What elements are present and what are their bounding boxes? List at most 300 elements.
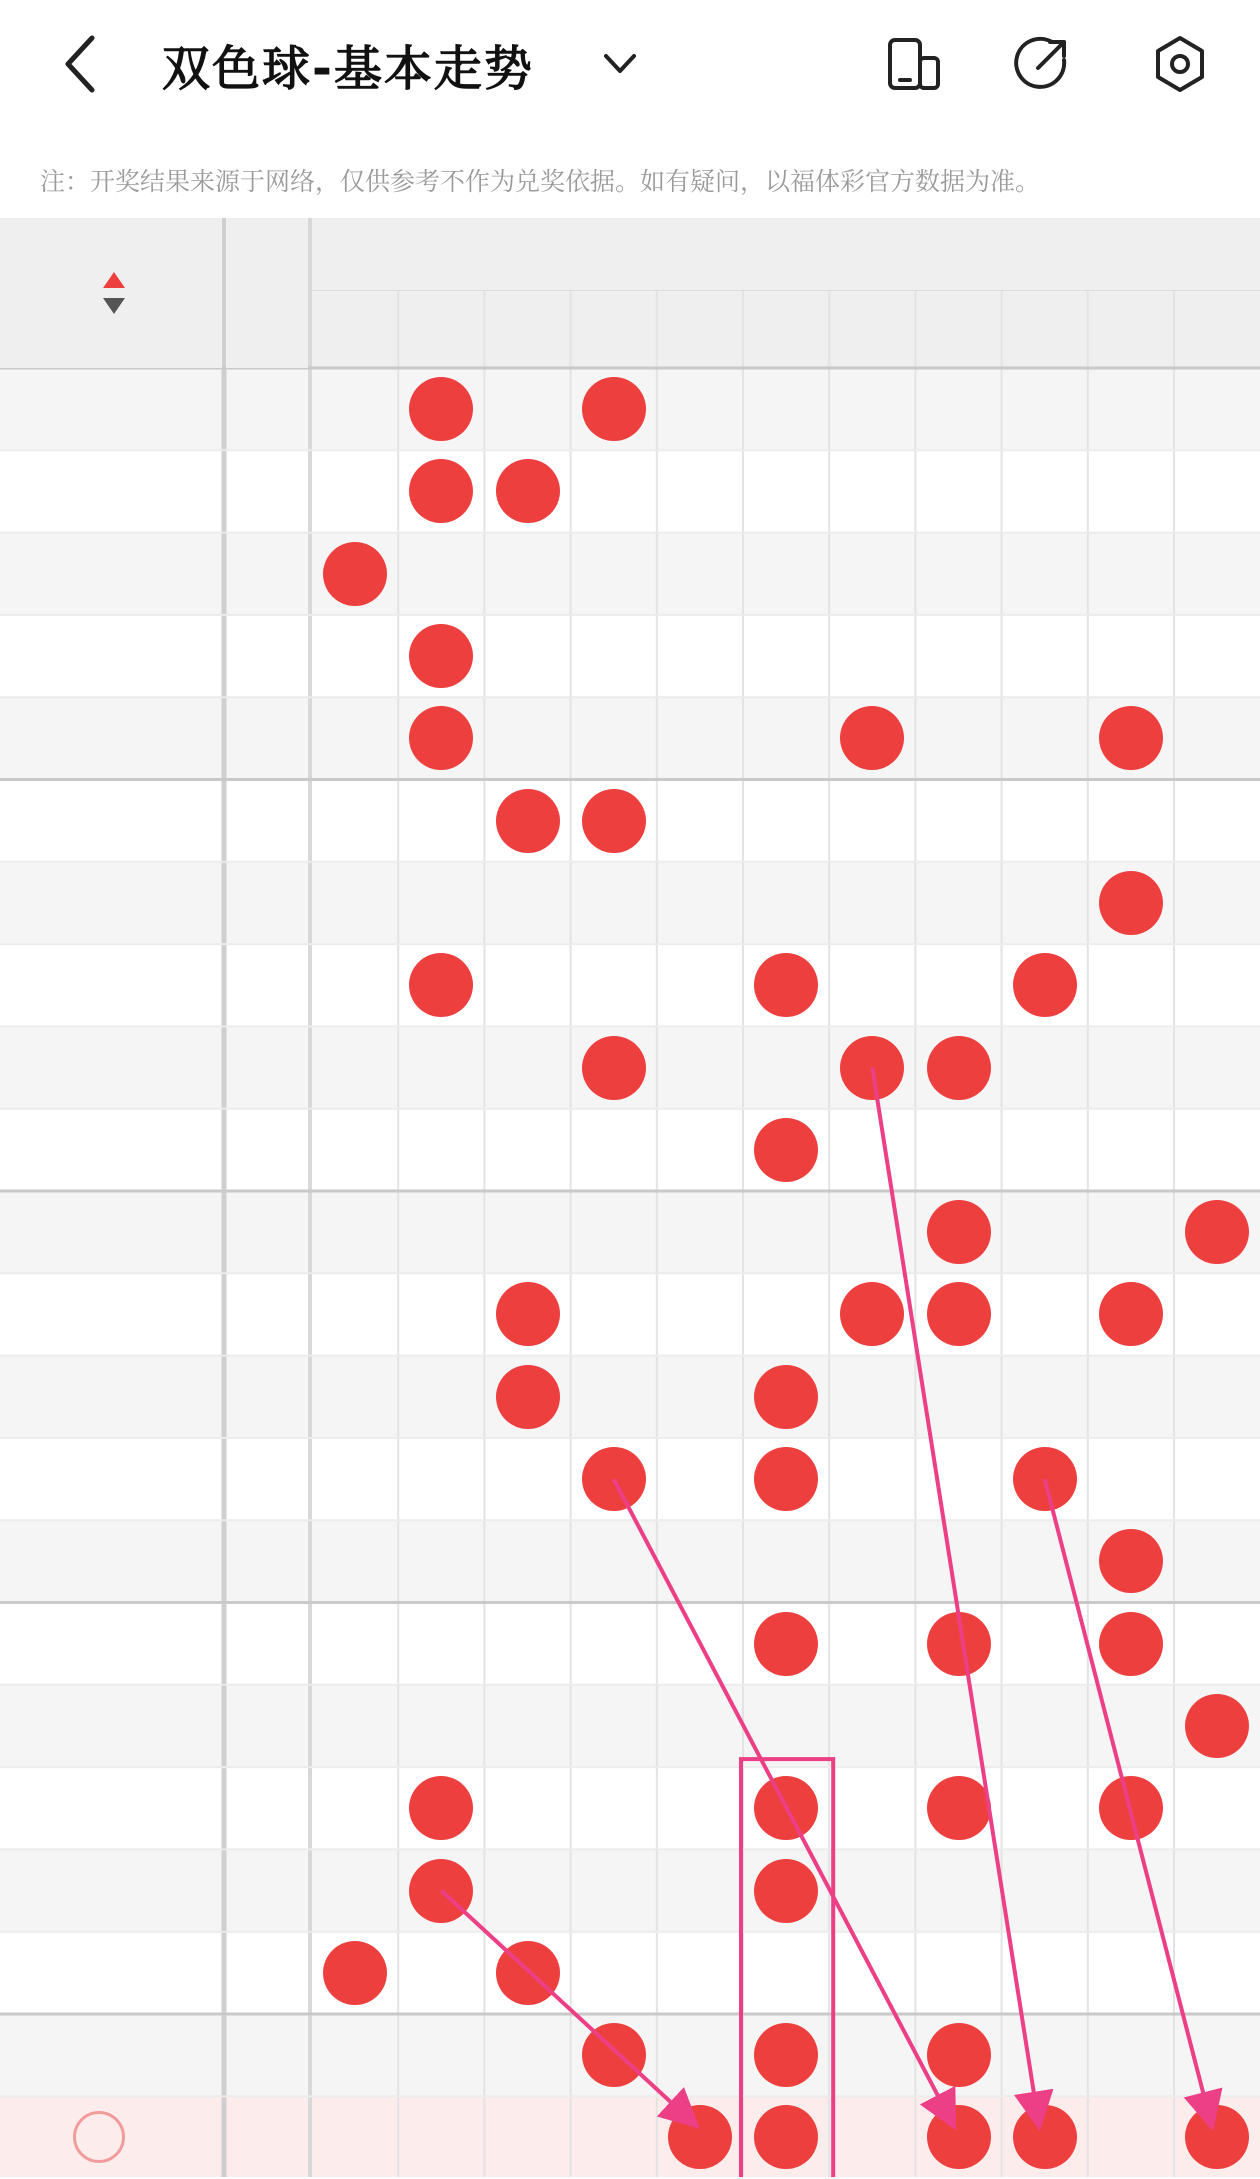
omission-count [657, 1026, 743, 1108]
omission-count [484, 1520, 570, 1602]
omission-count [571, 450, 657, 532]
omission-count [484, 862, 570, 944]
omission-count [312, 368, 398, 450]
period-cell [0, 615, 222, 697]
winning-number-ball [754, 2023, 818, 2087]
omission-count [829, 450, 915, 532]
omission-count [743, 697, 829, 779]
omission-count [743, 1026, 829, 1108]
column-header-number[interactable] [743, 290, 829, 368]
omission-count [398, 1603, 484, 1685]
omission-count [484, 1438, 570, 1520]
week-cell [226, 944, 308, 1026]
omission-count [398, 1109, 484, 1191]
omission-count [1002, 1356, 1088, 1438]
winning-number-ball [582, 2023, 646, 2087]
selectable-number[interactable] [312, 2096, 398, 2178]
zone-header [312, 218, 1260, 290]
winning-number-ball [582, 789, 646, 853]
omission-count [743, 450, 829, 532]
period-cell [0, 1273, 222, 1355]
omission-count [398, 1191, 484, 1273]
omission-count [1174, 1520, 1260, 1602]
winning-number-ball [1185, 1200, 1249, 1264]
period-cell [0, 450, 222, 532]
omission-count [915, 862, 1001, 944]
winning-number-ball [582, 1447, 646, 1511]
winning-number-ball [409, 377, 473, 441]
winning-number-ball [496, 459, 560, 523]
omission-count [398, 1685, 484, 1767]
omission-count [398, 1932, 484, 2014]
omission-count [1002, 1520, 1088, 1602]
omission-count [312, 1849, 398, 1931]
column-header-period [0, 218, 222, 368]
omission-count [915, 1849, 1001, 1931]
period-cell [0, 862, 222, 944]
winning-number-ball [496, 789, 560, 853]
omission-count [657, 1767, 743, 1849]
column-header-number[interactable] [1174, 290, 1260, 368]
selectable-number[interactable] [1088, 2096, 1174, 2178]
omission-count [312, 1603, 398, 1685]
omission-count [1002, 1849, 1088, 1931]
omission-count [657, 1273, 743, 1355]
winning-number-ball [496, 1941, 560, 2005]
omission-count [312, 1109, 398, 1191]
period-cell [0, 1932, 222, 2014]
omission-count [1174, 1603, 1260, 1685]
omission-count [398, 1026, 484, 1108]
omission-count [1174, 1932, 1260, 2014]
omission-count [1088, 1849, 1174, 1931]
winning-number-ball [409, 624, 473, 688]
omission-count [1174, 2014, 1260, 2096]
omission-count [1002, 450, 1088, 532]
omission-count [312, 1356, 398, 1438]
winning-number-ball [927, 1282, 991, 1346]
omission-count [1088, 2014, 1174, 2096]
winning-number-ball [323, 1941, 387, 2005]
back-arrow-icon[interactable] [52, 28, 112, 100]
omission-count [571, 1109, 657, 1191]
period-cell [0, 368, 222, 450]
omission-count [1002, 615, 1088, 697]
selectable-number[interactable] [398, 2096, 484, 2178]
omission-count [657, 1603, 743, 1685]
omission-count [829, 615, 915, 697]
omission-count [1088, 615, 1174, 697]
winning-number-ball [323, 542, 387, 606]
selected-number-ball[interactable] [927, 2105, 991, 2169]
sort-icon[interactable] [101, 268, 127, 318]
omission-count [398, 1273, 484, 1355]
week-cell [226, 1685, 308, 1767]
omission-count [743, 1932, 829, 2014]
period-cell [0, 1438, 222, 1520]
selected-number-ball[interactable] [1013, 2105, 1077, 2169]
omission-count [571, 1849, 657, 1931]
omission-count [484, 1767, 570, 1849]
omission-count [1088, 1109, 1174, 1191]
omission-count [571, 1520, 657, 1602]
omission-count [398, 780, 484, 862]
week-cell [226, 1520, 308, 1602]
omission-count [1002, 1191, 1088, 1273]
omission-count [1174, 1273, 1260, 1355]
omission-count [312, 1685, 398, 1767]
omission-count [829, 1109, 915, 1191]
winning-number-ball [754, 953, 818, 1017]
week-cell [226, 697, 308, 779]
week-cell [226, 615, 308, 697]
omission-count [743, 862, 829, 944]
omission-count [571, 1356, 657, 1438]
omission-count [657, 862, 743, 944]
omission-count [657, 1520, 743, 1602]
omission-count [1174, 1356, 1260, 1438]
period-cell [0, 1603, 222, 1685]
omission-count [1002, 1109, 1088, 1191]
winning-number-ball [496, 1282, 560, 1346]
omission-count [915, 450, 1001, 532]
omission-count [571, 862, 657, 944]
selected-number-ball[interactable] [668, 2105, 732, 2169]
omission-count [571, 533, 657, 615]
omission-count [484, 1685, 570, 1767]
period-cell [0, 780, 222, 862]
period-cell [0, 1191, 222, 1273]
omission-count [915, 944, 1001, 1026]
column-header-week [226, 218, 308, 368]
top-bar [0, 0, 1260, 130]
omission-count [829, 1849, 915, 1931]
week-cell [226, 1849, 308, 1931]
omission-count [657, 2014, 743, 2096]
omission-count [484, 697, 570, 779]
radio-circle-icon[interactable] [73, 2111, 125, 2163]
omission-count [915, 533, 1001, 615]
omission-count [571, 1603, 657, 1685]
winning-number-ball [1099, 1529, 1163, 1593]
omission-count [1088, 1026, 1174, 1108]
winning-number-ball [1185, 1694, 1249, 1758]
omission-count [1088, 1685, 1174, 1767]
omission-count [1002, 1685, 1088, 1767]
omission-count [398, 1356, 484, 1438]
week-cell [226, 368, 308, 450]
winning-number-ball [1013, 1447, 1077, 1511]
omission-count [1002, 1273, 1088, 1355]
winning-number-ball [754, 1118, 818, 1182]
omission-count [484, 1026, 570, 1108]
winning-number-ball [927, 1036, 991, 1100]
omission-count [915, 1356, 1001, 1438]
omission-count [484, 368, 570, 450]
omission-count [829, 368, 915, 450]
omission-count [312, 1191, 398, 1273]
week-cell [226, 1603, 308, 1685]
omission-count [829, 1603, 915, 1685]
omission-count [1174, 615, 1260, 697]
omission-count [1088, 1191, 1174, 1273]
omission-count [915, 615, 1001, 697]
omission-count [571, 1191, 657, 1273]
week-cell [226, 862, 308, 944]
omission-count [398, 2014, 484, 2096]
omission-count [657, 1932, 743, 2014]
omission-count [829, 1356, 915, 1438]
column-header-number[interactable] [484, 290, 570, 368]
omission-count [657, 533, 743, 615]
omission-count [1002, 862, 1088, 944]
omission-count [829, 780, 915, 862]
omission-count [571, 944, 657, 1026]
winning-number-ball [754, 1365, 818, 1429]
winning-number-ball [1099, 1282, 1163, 1346]
omission-count [829, 1767, 915, 1849]
omission-count [915, 697, 1001, 779]
omission-count [484, 1603, 570, 1685]
omission-count [1174, 1849, 1260, 1931]
omission-count [1088, 944, 1174, 1026]
omission-count [1088, 1932, 1174, 2014]
omission-count [1174, 368, 1260, 450]
omission-count [398, 1438, 484, 1520]
period-cell [0, 2014, 222, 2096]
column-header-number[interactable] [571, 290, 657, 368]
winning-number-ball [927, 2023, 991, 2087]
week-cell [226, 1109, 308, 1191]
omission-count [657, 1356, 743, 1438]
omission-count [743, 1191, 829, 1273]
chevron-down-icon[interactable] [600, 44, 640, 84]
omission-count [312, 944, 398, 1026]
omission-count [1088, 368, 1174, 450]
page-title: 双色球-基本走势 [162, 41, 534, 97]
winning-number-ball [927, 1200, 991, 1264]
selectable-number[interactable] [571, 2096, 657, 2178]
period-cell [0, 1026, 222, 1108]
week-cell [226, 780, 308, 862]
period-cell [0, 1685, 222, 1767]
period-cell [0, 533, 222, 615]
omission-count [1174, 780, 1260, 862]
column-header-number[interactable] [1002, 290, 1088, 368]
omission-count [484, 2014, 570, 2096]
omission-count [1174, 1109, 1260, 1191]
omission-count [1002, 697, 1088, 779]
omission-count [484, 1849, 570, 1931]
omission-count [1174, 1026, 1260, 1108]
omission-count [743, 615, 829, 697]
week-cell [226, 533, 308, 615]
omission-count [484, 533, 570, 615]
winning-number-ball [582, 1036, 646, 1100]
omission-count [312, 1520, 398, 1602]
omission-count [1002, 368, 1088, 450]
omission-count [484, 944, 570, 1026]
omission-count [1088, 533, 1174, 615]
week-cell [226, 1273, 308, 1355]
share-icon[interactable] [1012, 34, 1072, 94]
omission-count [829, 1685, 915, 1767]
winning-number-ball [1013, 953, 1077, 1017]
column-header-number[interactable] [398, 290, 484, 368]
omission-count [312, 450, 398, 532]
period-cell [0, 1520, 222, 1602]
winning-number-ball [927, 1776, 991, 1840]
omission-count [312, 1438, 398, 1520]
omission-count [312, 1767, 398, 1849]
select-number-button[interactable] [0, 2096, 222, 2177]
winning-number-ball [1099, 706, 1163, 770]
period-cell [0, 1767, 222, 1849]
omission-count [743, 1273, 829, 1355]
omission-count [1002, 2014, 1088, 2096]
period-cell [0, 1356, 222, 1438]
omission-count [1174, 697, 1260, 779]
omission-count [743, 1520, 829, 1602]
omission-count [1002, 1767, 1088, 1849]
winning-number-ball [840, 1036, 904, 1100]
device-switch-icon[interactable] [884, 34, 944, 94]
winning-number-ball [754, 1776, 818, 1840]
omission-count [398, 533, 484, 615]
winning-number-ball [1099, 1612, 1163, 1676]
week-cell [226, 1438, 308, 1520]
omission-count [657, 780, 743, 862]
omission-count [829, 1438, 915, 1520]
omission-count [312, 862, 398, 944]
omission-count [312, 1273, 398, 1355]
winning-number-ball [1099, 871, 1163, 935]
disclaimer-notice: 注：开奖结果来源于网络，仅供参考不作为兑奖依据。如有疑问，以福体彩官方数据为准。 [40, 167, 1041, 196]
omission-count [484, 615, 570, 697]
omission-count [657, 1191, 743, 1273]
omission-count [484, 1109, 570, 1191]
omission-count [571, 1685, 657, 1767]
omission-count [1088, 780, 1174, 862]
omission-count [398, 1520, 484, 1602]
omission-count [657, 368, 743, 450]
week-cell [226, 450, 308, 532]
omission-count [1088, 1356, 1174, 1438]
omission-count [657, 697, 743, 779]
week-cell [226, 2014, 308, 2096]
omission-count [571, 1273, 657, 1355]
column-header-number[interactable] [657, 290, 743, 368]
omission-count [1174, 450, 1260, 532]
omission-count [1088, 450, 1174, 532]
winning-number-ball [409, 1859, 473, 1923]
omission-count [312, 1026, 398, 1108]
omission-count [484, 1191, 570, 1273]
omission-count [829, 2014, 915, 2096]
winning-number-ball [1099, 1776, 1163, 1840]
column-header-number[interactable] [829, 290, 915, 368]
omission-count [915, 1520, 1001, 1602]
winning-number-ball [582, 377, 646, 441]
omission-count [312, 780, 398, 862]
omission-count [915, 1109, 1001, 1191]
omission-count [743, 1685, 829, 1767]
omission-count [1088, 1438, 1174, 1520]
omission-count [312, 615, 398, 697]
winning-number-ball [754, 1859, 818, 1923]
omission-count [829, 1520, 915, 1602]
period-cell [0, 1109, 222, 1191]
omission-count [743, 368, 829, 450]
selectable-number[interactable] [484, 2096, 570, 2178]
omission-count [743, 780, 829, 862]
week-cell [226, 1191, 308, 1273]
omission-count [657, 615, 743, 697]
winning-number-ball [754, 1447, 818, 1511]
omission-count [1174, 944, 1260, 1026]
omission-count [571, 615, 657, 697]
omission-count [915, 1932, 1001, 2014]
omission-count [743, 533, 829, 615]
omission-count [657, 944, 743, 1026]
omission-count [1174, 1767, 1260, 1849]
omission-count [829, 1932, 915, 2014]
omission-count [1174, 533, 1260, 615]
omission-count [1002, 1603, 1088, 1685]
omission-count [915, 1685, 1001, 1767]
omission-count [657, 1685, 743, 1767]
omission-count [1002, 1026, 1088, 1108]
omission-count [398, 862, 484, 944]
winning-number-ball [496, 1365, 560, 1429]
winning-number-ball [927, 1612, 991, 1676]
column-header-number[interactable] [1088, 290, 1174, 368]
omission-count [829, 862, 915, 944]
column-header-number[interactable] [312, 290, 398, 368]
settings-icon[interactable] [1150, 34, 1210, 94]
omission-count [657, 1109, 743, 1191]
omission-count [571, 1767, 657, 1849]
omission-count [312, 697, 398, 779]
omission-count [657, 1849, 743, 1931]
omission-count [1174, 862, 1260, 944]
omission-count [1002, 1932, 1088, 2014]
period-cell [0, 944, 222, 1026]
omission-count [312, 2014, 398, 2096]
omission-count [657, 450, 743, 532]
week-cell [226, 1356, 308, 1438]
column-header-number[interactable] [915, 290, 1001, 368]
omission-count [829, 944, 915, 1026]
omission-count [571, 697, 657, 779]
omission-count [915, 1438, 1001, 1520]
omission-count [915, 780, 1001, 862]
trend-table [0, 218, 1260, 2177]
omission-count [829, 533, 915, 615]
omission-count [1002, 780, 1088, 862]
week-cell [226, 1932, 308, 2014]
omission-count [829, 1191, 915, 1273]
omission-count [915, 368, 1001, 450]
period-cell [0, 1849, 222, 1931]
period-cell [0, 697, 222, 779]
omission-count [1002, 533, 1088, 615]
omission-count [571, 1932, 657, 2014]
selectable-number[interactable] [829, 2096, 915, 2178]
omission-count [1174, 1438, 1260, 1520]
omission-count [657, 1438, 743, 1520]
winning-number-ball [754, 1612, 818, 1676]
